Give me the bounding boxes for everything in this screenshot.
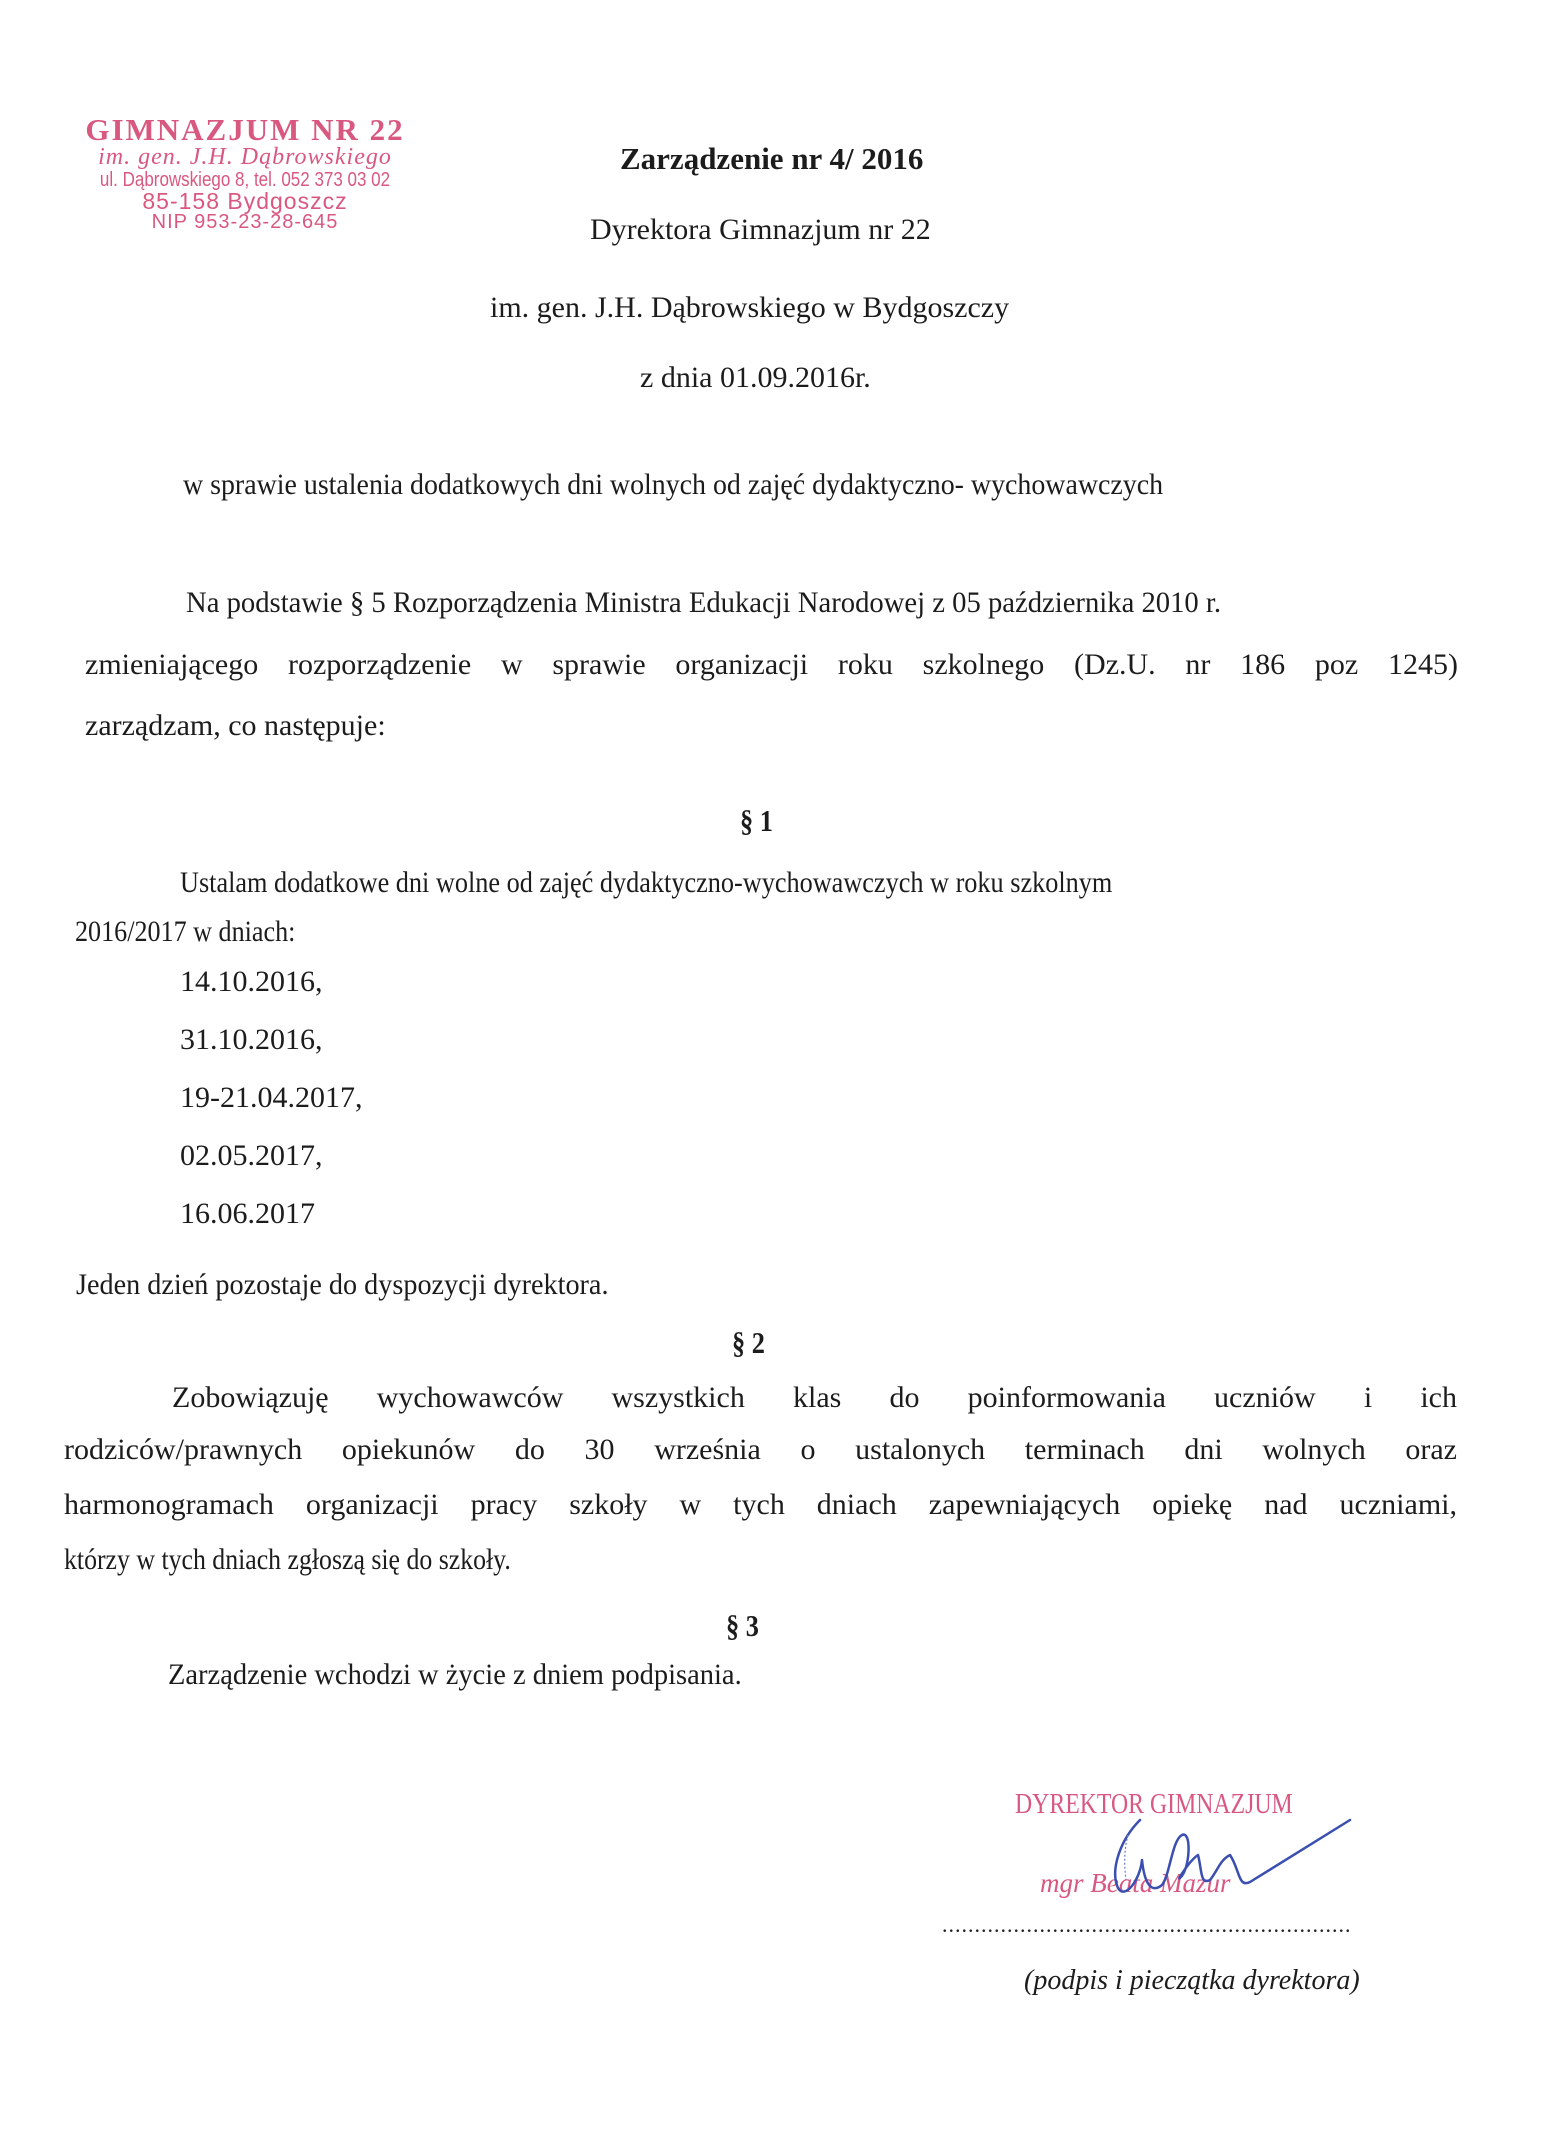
free-day-item: 19-21.04.2017, <box>180 1081 363 1114</box>
handwritten-signature <box>1080 1800 1380 1910</box>
section-3-text: Zarządzenie wchodzi w życie z dniem podpisania. <box>168 1658 742 1691</box>
director-stamp-name: mgr Beata Mazur <box>1040 1868 1231 1898</box>
free-day-item: 02.05.2017, <box>180 1139 323 1172</box>
document-title: Zarządzenie nr 4/ 2016 <box>620 141 924 176</box>
stamp-city: 85-158 Bydgoszcz <box>142 188 348 214</box>
director-stamp-title: DYREKTOR GIMNAZJUM <box>1015 1788 1293 1820</box>
section-1-heading: § 1 <box>740 803 773 838</box>
stamp-patron: im. gen. J.H. Dąbrowskiego <box>98 144 392 170</box>
section-2-line-3: harmonogramach organizacji pracy szkoły w tych dniach zapewniających opiekę nad uczniami, <box>64 1488 1457 1521</box>
school-stamp <box>55 112 435 234</box>
section-2-heading: § 2 <box>732 1325 765 1360</box>
free-day-item: 16.06.2017 <box>180 1197 315 1230</box>
preamble-line-1: Na podstawie § 5 Rozporządzenia Ministra Edukacji Narodowej z 05 października 2010 r. <box>186 586 1222 619</box>
stamp-address: ul. Dąbrowskiego 8, tel. 052 373 03 02 <box>99 169 391 191</box>
signature-stroke <box>1115 1820 1350 1892</box>
document-subject: w sprawie ustalenia dodatkowych dni wolnych od zajęć dydaktyczno- wychowawczych <box>183 468 1164 501</box>
stamp-school-name: GIMNAZJUM NR 22 <box>85 112 405 147</box>
stamp-nip: NIP 953-23-28-645 <box>151 211 339 233</box>
free-day-item: 14.10.2016, <box>180 965 323 998</box>
section-1-line-1: Ustalam dodatkowe dni wolne od zajęć dydaktyczno-wychowawczych w roku szkolnym <box>180 866 1113 899</box>
free-day-item: 31.10.2016, <box>180 1023 323 1056</box>
free-days-list <box>180 967 363 1257</box>
document-school: im. gen. J.H. Dąbrowskiego w Bydgoszczy <box>490 291 1010 324</box>
document-date: z dnia 01.09.2016r. <box>640 361 871 394</box>
preamble-line-3: zarządzam, co następuje: <box>85 709 386 742</box>
section-2-line-2: rodziców/prawnych opiekunów do 30 września o ustalonych terminach dni wolnych oraz <box>64 1433 1457 1466</box>
signature-dotted-line: ............................................................... <box>942 1912 1352 1937</box>
signature-caption: (podpis i pieczątka dyrektora) <box>1024 1965 1360 1996</box>
section-1-line-2: 2016/2017 w dniach: <box>75 915 296 948</box>
section-2-line-1: Zobowiązuję wychowawców wszystkich klas do poinformowania uczniów i ich <box>172 1381 1457 1414</box>
document-issuer: Dyrektora Gimnazjum nr 22 <box>590 213 931 246</box>
section-1-note: Jeden dzień pozostaje do dyspozycji dyrektora. <box>76 1268 609 1301</box>
section-2-line-4: którzy w tych dniach zgłoszą się do szkoły. <box>64 1543 511 1576</box>
preamble-line-2: zmieniającego rozporządzenie w sprawie organizacji roku szkolnego (Dz.U. nr 186 poz 1245) <box>85 648 1458 681</box>
section-3-heading: § 3 <box>726 1608 759 1643</box>
